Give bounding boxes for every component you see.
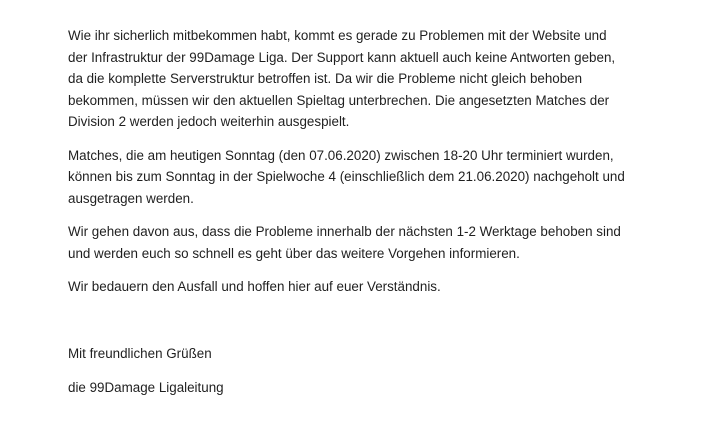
signature: die 99Damage Ligaleitung bbox=[68, 380, 224, 395]
paragraph-line: können bis zum Sonntag in der Spielwoche 4 (einschließlich dem 21.06.2020) nachgeholt und bbox=[68, 169, 625, 184]
paragraph-line: Wie ihr sicherlich mitbekommen habt, kommt es gerade zu Problemen mit der Website und bbox=[68, 28, 607, 43]
paragraph-line: Wir bedauern den Ausfall und hoffen hier auf euer Verständnis. bbox=[68, 279, 441, 294]
paragraph-timeline bbox=[68, 221, 648, 264]
announcement-body bbox=[68, 25, 648, 310]
paragraph-line: bekommen, müssen wir den aktuellen Spieltag unterbrechen. Die angesetzten Matches der bbox=[68, 92, 610, 108]
paragraph-line: der Infrastruktur der 99Damage Liga. Der Support kann aktuell auch keine Antworten geben, bbox=[68, 49, 616, 65]
paragraph-line: Division 2 werden jedoch weiterhin ausgespielt. bbox=[68, 114, 350, 129]
closing-greeting: Mit freundlichen Grüßen bbox=[68, 346, 212, 361]
paragraph-line: Matches, die am heutigen Sonntag (den 07.06.2020) zwischen 18-20 Uhr terminiert wurden, bbox=[68, 147, 614, 163]
paragraph-line: da die komplette Serverstruktur betroffen ist. Da wir die Probleme nicht gleich behoben bbox=[68, 71, 583, 86]
paragraph-matches bbox=[68, 145, 648, 210]
paragraph-line: und werden euch so schnell es geht über das weitere Vorgehen informieren. bbox=[68, 245, 520, 261]
paragraph-line: Wir gehen davon aus, dass die Probleme innerhalb der nächsten 1-2 Werktage behoben sind bbox=[68, 224, 621, 239]
paragraph-apology bbox=[68, 276, 648, 298]
paragraph-problems bbox=[68, 25, 648, 133]
paragraph-line: ausgetragen werden. bbox=[68, 190, 194, 206]
